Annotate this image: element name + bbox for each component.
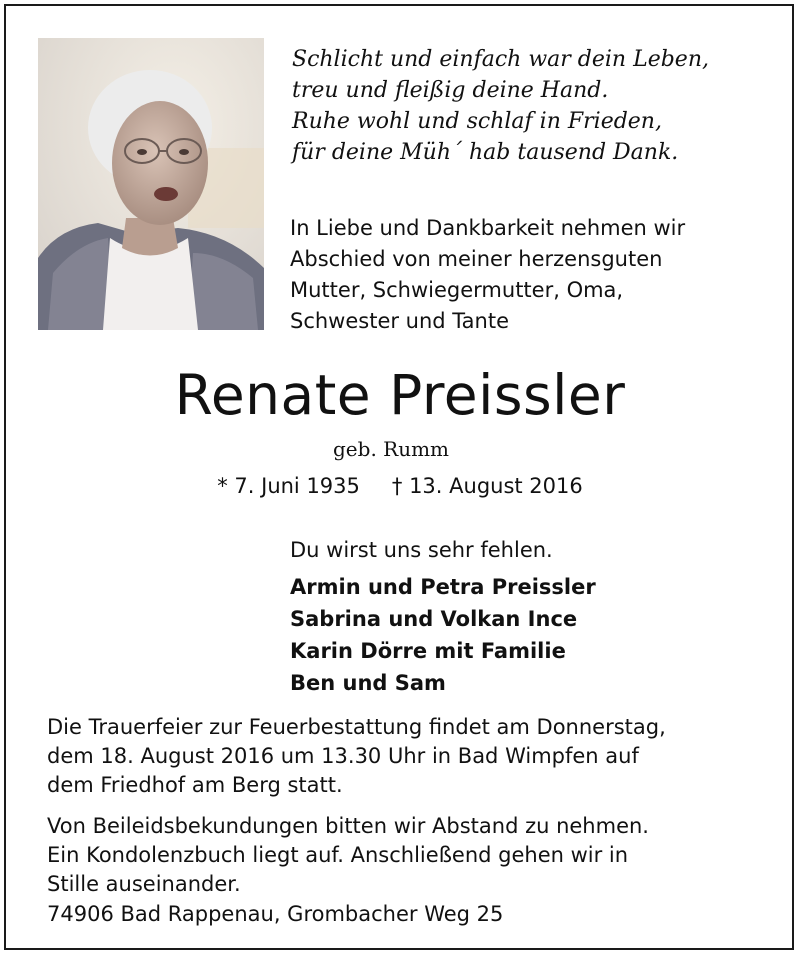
funeral-line: dem Friedhof am Berg statt.	[47, 773, 343, 797]
closing-line: Du wirst uns sehr fehlen.	[290, 538, 553, 562]
condolence-line: Von Beileidsbekundungen bitten wir Abstand zu nehmen.	[47, 814, 649, 838]
poem-line: für deine Müh´ hab tausend Dank.	[292, 140, 679, 165]
funeral-info	[47, 713, 787, 800]
intro-line: Abschied von meiner herzensguten	[290, 247, 663, 271]
poem	[292, 44, 772, 168]
signer: Karin Dörre mit Familie	[290, 639, 566, 663]
life-dates	[0, 474, 800, 498]
condolence-line: Ein Kondolenzbuch liegt auf. Anschließend gehen wir in	[47, 843, 629, 867]
poem-line: Ruhe wohl und schlaf in Frieden,	[292, 109, 662, 134]
funeral-line: Die Trauerfeier zur Feuerbestattung findet am Donnerstag,	[47, 715, 666, 739]
maiden-name: geb. Rumm	[333, 437, 450, 461]
portrait-photo	[38, 38, 264, 330]
deceased-name: Renate Preissler	[174, 363, 626, 427]
condolence-line: Stille auseinander.	[47, 872, 241, 896]
signer: Armin und Petra Preissler	[290, 575, 596, 599]
intro-text	[290, 213, 770, 337]
signers-list	[290, 571, 596, 699]
funeral-line: dem 18. August 2016 um 13.30 Uhr in Bad Wimpfen auf	[47, 744, 639, 768]
birth-date: * 7. Juni 1935	[217, 474, 360, 498]
intro-line: In Liebe und Dankbarkeit nehmen wir	[290, 216, 686, 240]
poem-line: Schlicht und einfach war dein Leben,	[292, 47, 709, 72]
address: 74906 Bad Rappenau, Grombacher Weg 25	[47, 902, 504, 926]
signer: Ben und Sam	[290, 671, 446, 695]
death-date: † 13. August 2016	[391, 474, 583, 498]
condolence-info	[47, 812, 787, 899]
poem-line: treu und fleißig deine Hand.	[292, 78, 609, 103]
portrait-photo-icon	[38, 38, 264, 330]
intro-line: Mutter, Schwiegermutter, Oma,	[290, 278, 624, 302]
signer: Sabrina und Volkan Ince	[290, 607, 578, 631]
intro-line: Schwester und Tante	[290, 309, 509, 333]
